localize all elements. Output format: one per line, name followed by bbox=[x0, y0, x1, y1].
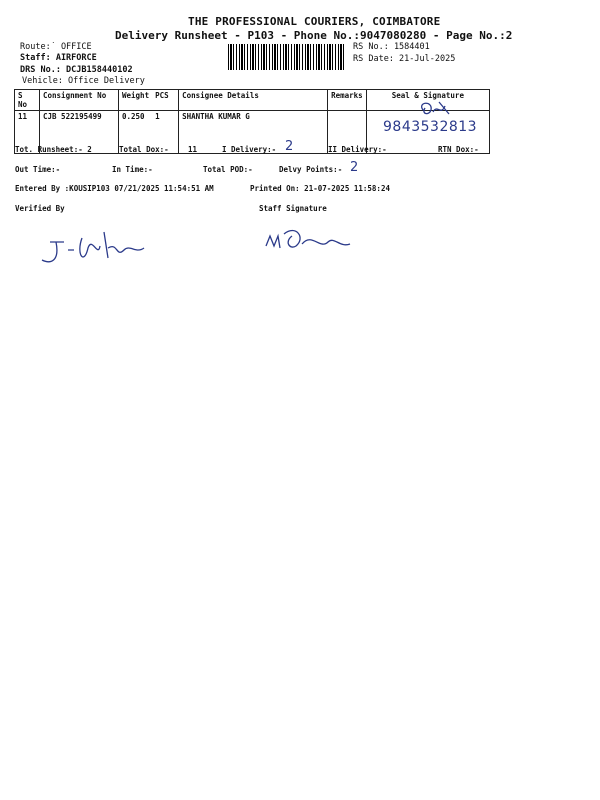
rs-date: RS Date: 21-Jul-2025 bbox=[353, 54, 456, 64]
col-remarks: Remarks bbox=[328, 90, 367, 111]
entered-by: Entered By :KOUSIP103 07/21/2025 11:54:51 AM bbox=[15, 184, 214, 193]
barcode-image bbox=[228, 44, 346, 70]
staff-signature-label: Staff Signature bbox=[259, 204, 327, 213]
cell-weight: 0.250 bbox=[119, 111, 153, 154]
delvy-points-label: Delvy Points:- bbox=[279, 165, 343, 174]
col-sno: S No bbox=[15, 90, 40, 111]
tot-runsheet: Tot. Runsheet:- 2 bbox=[15, 145, 92, 154]
handwritten-phone: 9843532813 bbox=[383, 119, 478, 135]
cell-sno: 11 bbox=[15, 111, 40, 154]
i-delivery-label: I Delivery:- bbox=[222, 145, 277, 154]
cell-consignment: CJB 522195499 bbox=[40, 111, 119, 154]
cell-pcs: 1 bbox=[152, 111, 179, 154]
col-pcs: PCS bbox=[152, 90, 179, 111]
route-label: Route:˙ OFFICE bbox=[20, 42, 92, 52]
rs-number: RS No.: 1584401 bbox=[353, 42, 430, 52]
rtn-dox-label: RTN Dox:- bbox=[438, 145, 479, 154]
drs-number: DRS No.: DCJB158440102 bbox=[20, 65, 133, 75]
runsheet-subtitle: Delivery Runsheet - P103 - Phone No.:9047080280 - Page No.:2 bbox=[115, 29, 513, 42]
seal-signature-scribble bbox=[415, 100, 455, 120]
delvy-points-handwritten: 2 bbox=[350, 160, 359, 175]
total-pod-label: Total POD:- bbox=[203, 165, 253, 174]
out-time-label: Out Time:- bbox=[15, 165, 61, 174]
ii-delivery-label: II Delivery:- bbox=[328, 145, 387, 154]
vehicle-label: Vehicle: Office Delivery bbox=[22, 76, 145, 86]
col-seal: Seal & Signature bbox=[366, 90, 489, 111]
staff-label: Staff: AIRFORCE bbox=[20, 53, 97, 63]
col-weight: Weight bbox=[119, 90, 153, 111]
col-consignment: Consignment No bbox=[40, 90, 119, 111]
cell-consignee: SHANTHA KUMAR G bbox=[179, 111, 328, 154]
staff-signature-scribble bbox=[262, 226, 354, 256]
i-delivery-handwritten: 2 bbox=[285, 139, 294, 154]
company-title: THE PROFESSIONAL COURIERS, COIMBATORE bbox=[188, 15, 441, 28]
verified-by-label: Verified By bbox=[15, 204, 65, 213]
total-dox-value: 11 bbox=[188, 145, 198, 154]
total-dox-label: Total Dox:- bbox=[119, 145, 169, 154]
verified-by-signature bbox=[38, 228, 148, 270]
col-consignee: Consignee Details bbox=[179, 90, 328, 111]
in-time-label: In Time:- bbox=[112, 165, 153, 174]
printed-on: Printed On: 21-07-2025 11:58:24 bbox=[250, 184, 390, 193]
